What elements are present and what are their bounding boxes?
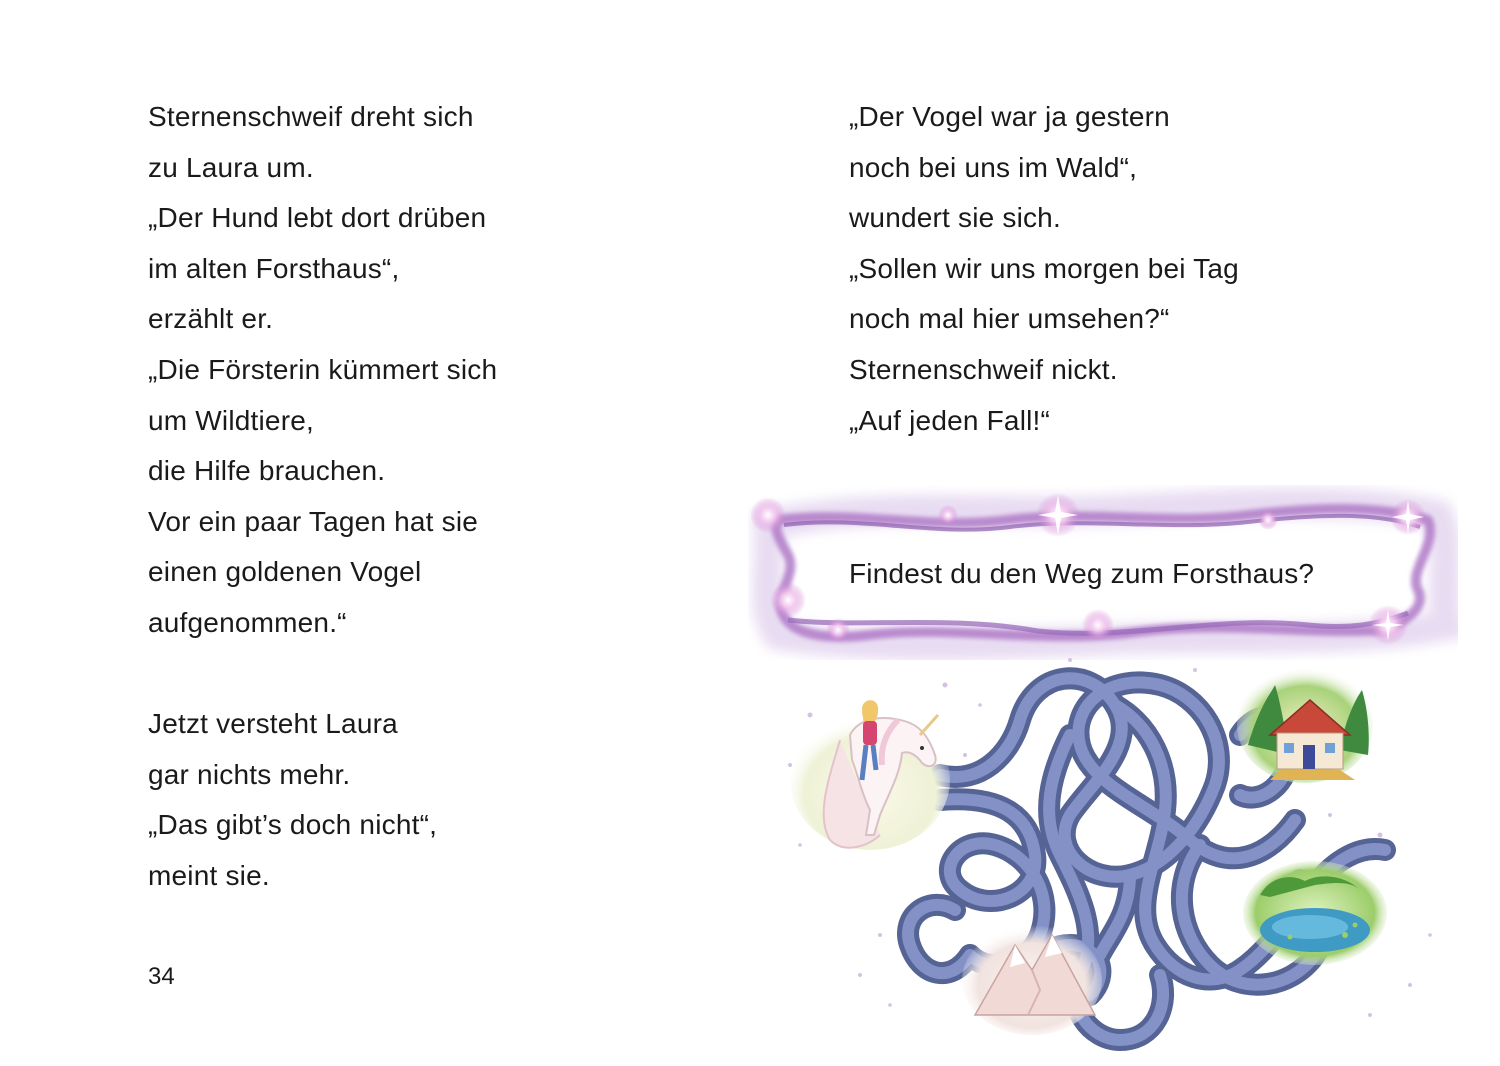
unicorn-with-girl-icon [790, 700, 950, 850]
maze-illustration [770, 645, 1500, 1061]
text-line: zu Laura um. [148, 151, 314, 183]
text-line: „Sollen wir uns morgen bei Tag [849, 252, 1239, 284]
text-line: „Auf jeden Fall!“ [849, 404, 1051, 436]
page-number: 34 [148, 963, 175, 990]
text-line: Sternenschweif dreht sich [148, 101, 474, 132]
question-banner [748, 485, 1458, 660]
text-line: Sternenschweif nickt. [849, 353, 1118, 385]
text-line: die Hilfe brauchen. [148, 455, 386, 487]
text-line: „Das gibt’s doch nicht“, [148, 809, 438, 841]
maze-question: Findest du den Weg zum Forsthaus? [849, 558, 1315, 589]
left-page-text [148, 92, 708, 902]
forest-house-icon [1237, 667, 1373, 783]
text-line: noch bei uns im Wald“, [849, 151, 1138, 183]
pond-icon [1243, 861, 1387, 965]
text-line: „Der Vogel war ja gestern [849, 101, 1170, 132]
right-page-text [849, 92, 1449, 446]
mountains-icon [962, 925, 1102, 1035]
text-line: Vor ein paar Tagen hat sie [148, 505, 479, 537]
text-line: um Wildtiere, [148, 404, 314, 436]
maze-paths [770, 645, 1500, 1061]
text-line: Jetzt versteht Laura [148, 708, 398, 740]
text-line: „Die Försterin kümmert sich [148, 353, 498, 385]
text-line: erzählt er. [148, 303, 274, 335]
text-line: wundert sie sich. [849, 202, 1061, 234]
text-line: gar nichts mehr. [148, 758, 351, 790]
text-line: meint sie. [148, 859, 270, 891]
text-line: einen goldenen Vogel [148, 556, 422, 588]
text-line: noch mal hier umsehen?“ [849, 303, 1170, 335]
paragraph-gap [148, 649, 708, 700]
text-line: „Der Hund lebt dort drüben [148, 202, 487, 234]
text-line: aufgenommen.“ [148, 606, 347, 638]
text-line: im alten Forsthaus“, [148, 252, 400, 284]
